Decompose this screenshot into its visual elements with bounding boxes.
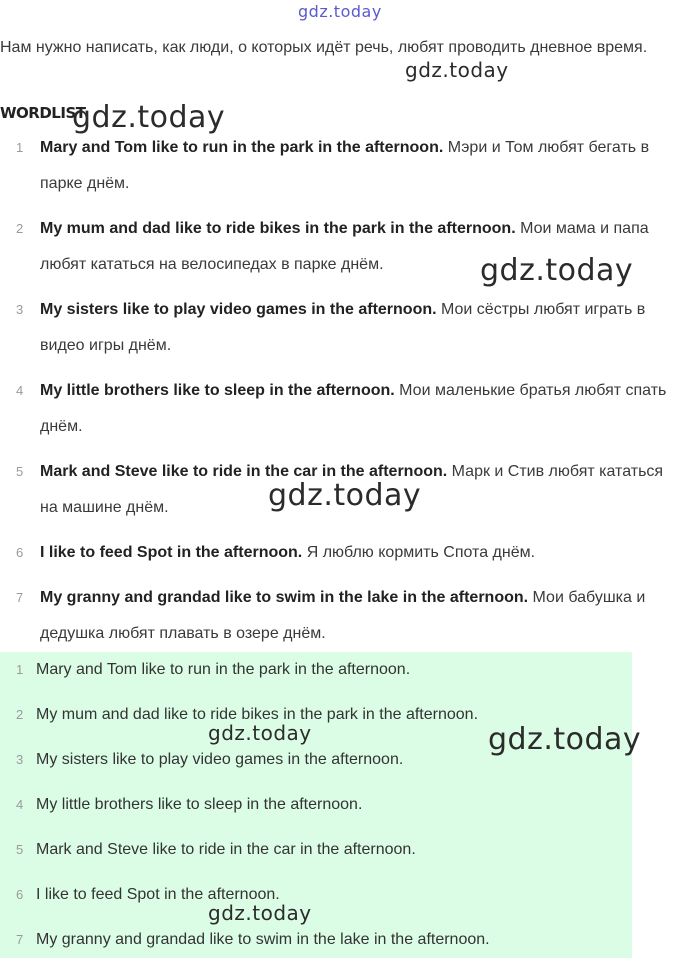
item-english: My mum and dad like to ride bikes in the park in the afternoon. (40, 220, 516, 237)
watermark: gdz.today (208, 721, 312, 745)
answer-number: 4 (16, 797, 24, 812)
answer-number: 5 (16, 842, 24, 857)
watermark: gdz.today (488, 722, 642, 757)
watermark: gdz.today (268, 478, 422, 513)
item-english: My little brothers like to sleep in the afternoon. (40, 382, 395, 399)
answer-row (0, 652, 632, 697)
answer-number: 7 (16, 932, 24, 947)
list-item (0, 580, 680, 652)
item-russian: Мэри и Том любят бегать в парке днём. (40, 139, 650, 192)
item-number: 6 (16, 545, 24, 560)
watermark: gdz.today (405, 58, 509, 82)
answer-text: Mary and Tom like to run in the park in the afternoon. (36, 661, 411, 678)
watermark: gdz.today (208, 901, 312, 925)
item-russian: Мои мама и папа любят кататься на велосипедах в парке днём. (40, 220, 649, 273)
item-russian: Мои бабушка и дедушка любят плавать в озере днём. (40, 589, 646, 642)
answer-text: I like to feed Spot in the afternoon. (36, 886, 280, 903)
answer-text: My mum and dad like to ride bikes in the park in the afternoon. (36, 706, 479, 723)
item-number: 5 (16, 464, 24, 479)
item-number: 3 (16, 302, 24, 317)
item-english: My sisters like to play video games in the afternoon. (40, 301, 437, 318)
list-item (0, 535, 680, 571)
answer-text: My granny and grandad like to swim in the lake in the afternoon. (36, 931, 490, 948)
answer-text: My little brothers like to sleep in the afternoon. (36, 796, 363, 813)
answer-number: 2 (16, 707, 24, 722)
answer-number: 1 (16, 662, 24, 677)
wordlist-label: WORDLIST (0, 104, 86, 122)
item-number: 7 (16, 590, 24, 605)
wordlist-items (0, 130, 680, 661)
answer-row (0, 922, 632, 967)
answer-number: 3 (16, 752, 24, 767)
answer-row (0, 832, 632, 877)
item-russian: Марк и Стив любят кататься на машине днём. (40, 463, 664, 516)
item-english: I like to feed Spot in the afternoon. (40, 544, 303, 561)
list-item (0, 130, 680, 202)
list-item (0, 292, 680, 364)
item-russian: Мои сёстры любят играть в видео игры днём. (40, 301, 646, 354)
answer-number: 6 (16, 887, 24, 902)
watermark: gdz.today (480, 253, 634, 288)
watermark: gdz.today (72, 100, 226, 135)
list-item (0, 373, 680, 445)
item-russian: Я люблю кормить Спота днём. (306, 544, 536, 561)
item-russian: Мои маленькие братья любят спать днём. (40, 382, 667, 435)
answer-row (0, 877, 632, 922)
answer-row (0, 787, 632, 832)
intro-text: Нам нужно написать, как люди, о которых идёт речь, любят проводить дневное время. (0, 39, 648, 56)
answer-text: Mark and Steve like to ride in the car in the afternoon. (36, 841, 416, 858)
answer-text: My sisters like to play video games in the afternoon. (36, 751, 404, 768)
watermark-top: gdz.today (298, 2, 382, 21)
item-number: 1 (16, 140, 24, 155)
item-number: 2 (16, 221, 24, 236)
item-english: Mark and Steve like to ride in the car in the afternoon. (40, 463, 448, 480)
item-english: Mary and Tom like to run in the park in the afternoon. (40, 139, 444, 156)
item-english: My granny and grandad like to swim in the lake in the afternoon. (40, 589, 529, 606)
item-number: 4 (16, 383, 24, 398)
answers-block (0, 652, 632, 958)
